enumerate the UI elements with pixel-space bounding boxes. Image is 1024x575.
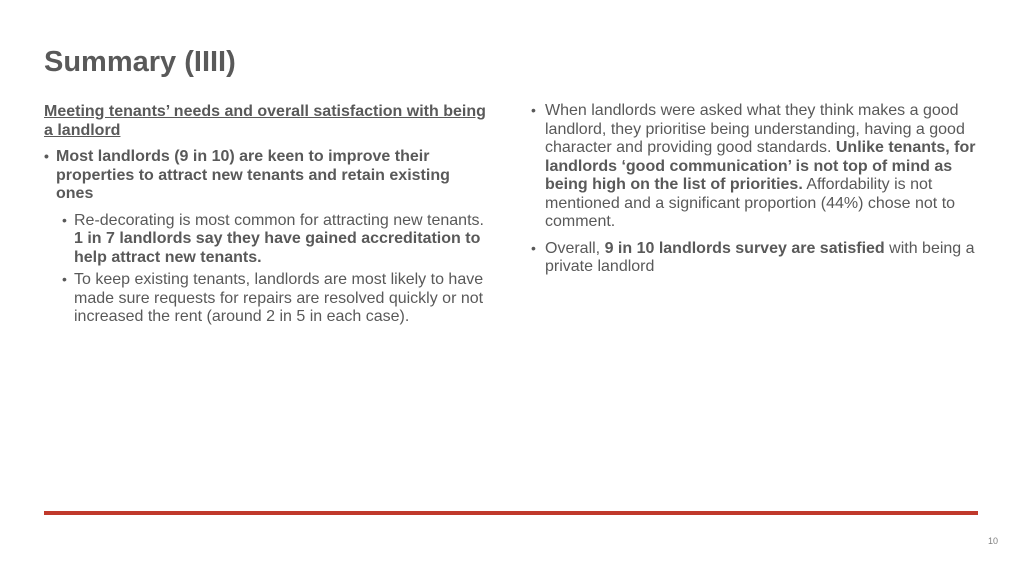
bullet-bold-text: Unlike tenants, for landlords ‘good communication’ is not top of mind as being high on the list of priorities. bbox=[545, 139, 976, 193]
page-number: 10 bbox=[987, 536, 998, 546]
bullet-bold-text: 1 in 7 landlords say they have gained accreditation to help attract new tenants. bbox=[74, 230, 481, 266]
bullet-text: Re-decorating is most common for attracting new tenants. bbox=[74, 211, 484, 229]
bullet-icon: • bbox=[62, 271, 67, 287]
bullet-text: Most landlords (9 in 10) are keen to improve their properties to attract new tenants and retain existing ones bbox=[56, 148, 450, 202]
section-heading: Meeting tenants’ needs and overall satisfaction with being a landlord bbox=[44, 103, 486, 139]
bullet-text: To keep existing tenants, landlords are most likely to have made sure requests for repairs are resolved quickly or not increased the rent (around 2 in 5 in each case). bbox=[74, 271, 484, 325]
bullet-overall-satisfaction bbox=[531, 240, 976, 277]
slide-title: Summary (IIII) bbox=[44, 46, 236, 78]
bullet-bold-text: 9 in 10 landlords survey are satisfied bbox=[604, 239, 885, 257]
bullet-text: Overall, bbox=[545, 239, 605, 257]
footer-rule bbox=[44, 511, 978, 515]
left-column bbox=[44, 102, 489, 331]
bullet-tail-text: Affordability is not mentioned and a significant proportion (44%) chose not to comment. bbox=[545, 176, 956, 230]
bullet-icon: • bbox=[531, 102, 536, 118]
right-column bbox=[531, 102, 976, 285]
sub-bullet-redecorating bbox=[62, 212, 489, 268]
bullet-landlords-improve bbox=[44, 148, 489, 204]
bullet-good-landlord bbox=[531, 102, 976, 232]
bullet-icon: • bbox=[62, 211, 67, 228]
bullet-tail-text: with being a private landlord bbox=[545, 239, 975, 275]
bullet-icon: • bbox=[44, 148, 49, 164]
bullet-text: When landlords were asked what they think makes a good landlord, they prioritise being understanding, having a good character and providing good standards. bbox=[545, 102, 965, 156]
sub-bullet-retain-tenants bbox=[62, 271, 489, 327]
bullet-icon: • bbox=[531, 239, 536, 256]
